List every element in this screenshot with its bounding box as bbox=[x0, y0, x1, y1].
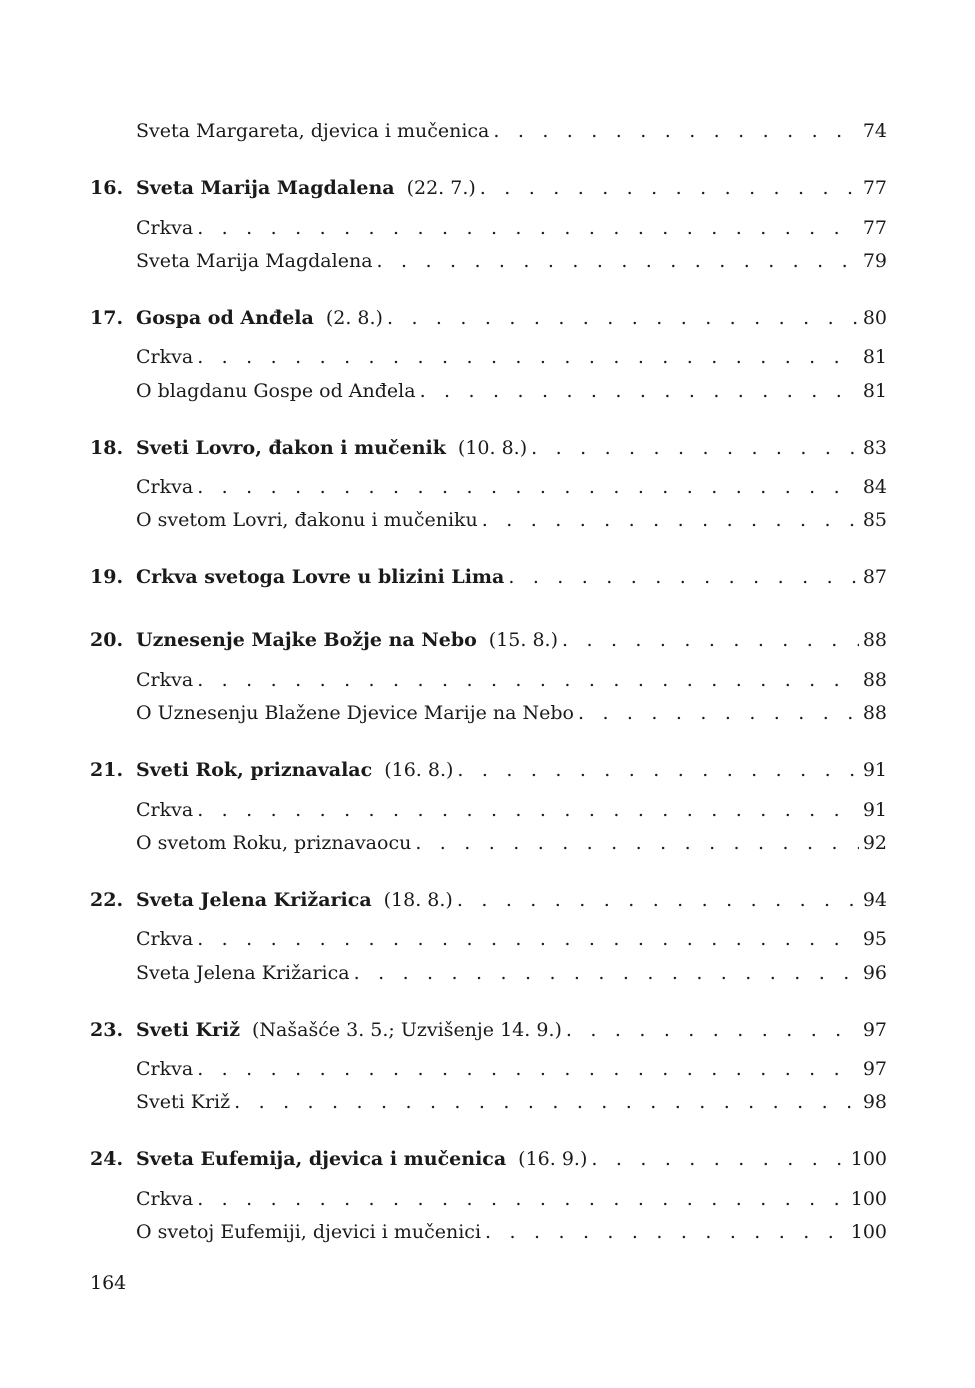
entry-title: Crkva bbox=[136, 1184, 197, 1214]
dot-leader bbox=[197, 665, 859, 695]
page-number: 91 bbox=[859, 795, 887, 825]
dot-leader bbox=[415, 828, 858, 858]
toc-entry[interactable] bbox=[90, 958, 887, 988]
toc-entry[interactable] bbox=[90, 472, 887, 502]
toc-entry[interactable] bbox=[90, 924, 887, 954]
dot-leader bbox=[197, 795, 859, 825]
chapter-title: Gospa od Anđela bbox=[136, 307, 314, 329]
dot-leader bbox=[562, 625, 859, 655]
toc-chapter[interactable] bbox=[90, 885, 887, 915]
entry-title: Crkva bbox=[136, 924, 197, 954]
feast-date: (16. 8.) bbox=[384, 759, 454, 781]
page-number: 100 bbox=[847, 1184, 887, 1214]
dot-leader bbox=[420, 376, 859, 406]
dot-leader bbox=[354, 958, 859, 988]
dot-leader bbox=[482, 505, 859, 535]
entry-title: Crkva bbox=[136, 1054, 197, 1084]
entry-title: Sveta Marija Magdalena bbox=[136, 246, 377, 276]
entry-title: Crkva bbox=[136, 342, 197, 372]
toc-chapter[interactable] bbox=[90, 625, 887, 655]
toc-entry[interactable] bbox=[90, 505, 887, 535]
page-number: 100 bbox=[847, 1144, 887, 1174]
dot-leader bbox=[480, 173, 859, 203]
page-number: 91 bbox=[859, 755, 887, 785]
toc-entry[interactable] bbox=[90, 1054, 887, 1084]
page-number: 97 bbox=[859, 1054, 887, 1084]
toc-entry[interactable] bbox=[90, 246, 887, 276]
chapter-number: 20. bbox=[90, 629, 124, 651]
chapter-number: 18. bbox=[90, 437, 124, 459]
chapter-title: Sveta Jelena Križarica bbox=[136, 889, 372, 911]
toc-entry[interactable] bbox=[90, 698, 887, 728]
page-number: 87 bbox=[859, 562, 887, 592]
toc-chapter[interactable] bbox=[90, 755, 887, 785]
feast-date: (10. 8.) bbox=[457, 437, 528, 459]
chapter-number: 19. bbox=[90, 566, 124, 588]
page-number: 100 bbox=[847, 1217, 887, 1247]
toc-chapter[interactable] bbox=[90, 1144, 887, 1174]
feast-date: (Našašće 3. 5.; Uzvišenje 14. 9.) bbox=[252, 1019, 562, 1041]
toc-chapter[interactable] bbox=[90, 173, 887, 203]
page-number: 77 bbox=[859, 173, 887, 203]
chapter-title: Uznesenje Majke Božje na Nebo bbox=[136, 629, 477, 651]
chapter-title: Sveti Lovro, đakon i mučenik bbox=[136, 437, 446, 459]
toc-entry[interactable] bbox=[90, 342, 887, 372]
page-number: 74 bbox=[859, 116, 887, 146]
entry-title: O Uznesenju Blažene Djevice Marije na Nebo bbox=[136, 698, 578, 728]
feast-date: (15. 8.) bbox=[488, 629, 558, 651]
page-number: 98 bbox=[859, 1087, 887, 1117]
chapter-number: 17. bbox=[90, 307, 124, 329]
page-number: 94 bbox=[859, 885, 887, 915]
feast-date: (18. 8.) bbox=[383, 889, 453, 911]
dot-leader bbox=[197, 924, 859, 954]
dot-leader bbox=[387, 303, 859, 333]
page-number: 77 bbox=[859, 213, 887, 243]
dot-leader bbox=[566, 1015, 859, 1045]
page-number: 84 bbox=[859, 472, 887, 502]
entry-title: Sveti Križ bbox=[136, 1087, 234, 1117]
entry-title: O svetoj Eufemiji, djevici i mučenici bbox=[136, 1217, 485, 1247]
entry-title: Crkva bbox=[136, 472, 197, 502]
dot-leader bbox=[493, 116, 858, 146]
page-number: 97 bbox=[859, 1015, 887, 1045]
feast-date: (16. 9.) bbox=[518, 1148, 588, 1170]
entry-title: O svetom Roku, priznavaocu bbox=[136, 828, 415, 858]
entry-title: Crkva bbox=[136, 795, 197, 825]
dot-leader bbox=[197, 472, 859, 502]
page-number: 95 bbox=[859, 924, 887, 954]
dot-leader bbox=[197, 1184, 847, 1214]
entry-title: Crkva bbox=[136, 665, 197, 695]
page-number: 80 bbox=[859, 303, 887, 333]
feast-date: (2. 8.) bbox=[325, 307, 383, 329]
page-number: 88 bbox=[859, 665, 887, 695]
page-number: 96 bbox=[859, 958, 887, 988]
dot-leader bbox=[485, 1217, 847, 1247]
page-folio: 164 bbox=[90, 1272, 127, 1294]
dot-leader bbox=[234, 1087, 859, 1117]
toc-entry[interactable] bbox=[90, 665, 887, 695]
page-number: 88 bbox=[859, 625, 887, 655]
dot-leader bbox=[531, 433, 859, 463]
chapter-number: 16. bbox=[90, 177, 124, 199]
toc-entry[interactable] bbox=[90, 213, 887, 243]
feast-date: (22. 7.) bbox=[406, 177, 476, 199]
chapter-title: Sveti Križ bbox=[136, 1019, 240, 1041]
toc-entry[interactable] bbox=[90, 376, 887, 406]
dot-leader bbox=[457, 755, 858, 785]
entry-title: Crkva bbox=[136, 213, 197, 243]
dot-leader bbox=[377, 246, 859, 276]
dot-leader bbox=[197, 342, 859, 372]
entry-title: Sveta Jelena Križarica bbox=[136, 958, 354, 988]
entry-title: Sveta Margareta, djevica i mučenica bbox=[136, 116, 493, 146]
dot-leader bbox=[591, 1144, 846, 1174]
page-number: 92 bbox=[859, 828, 887, 858]
chapter-title: Sveta Marija Magdalena bbox=[136, 177, 395, 199]
toc-entry[interactable] bbox=[90, 1217, 887, 1247]
page-number: 88 bbox=[859, 698, 887, 728]
toc-entry[interactable] bbox=[90, 1184, 887, 1214]
toc-entry[interactable] bbox=[90, 116, 887, 146]
entry-title: O svetom Lovri, đakonu i mučeniku bbox=[136, 505, 482, 535]
dot-leader bbox=[578, 698, 859, 728]
chapter-number: 22. bbox=[90, 889, 124, 911]
dot-leader bbox=[508, 562, 858, 592]
page-number: 83 bbox=[859, 433, 887, 463]
dot-leader bbox=[457, 885, 859, 915]
chapter-number: 23. bbox=[90, 1019, 124, 1041]
page-number: 85 bbox=[859, 505, 887, 535]
chapter-title: Sveti Rok, priznavalac bbox=[136, 759, 373, 781]
toc-chapter[interactable] bbox=[90, 562, 887, 592]
dot-leader bbox=[197, 1054, 859, 1084]
toc-chapter[interactable] bbox=[90, 303, 887, 333]
page-number: 81 bbox=[859, 376, 887, 406]
toc-entry[interactable] bbox=[90, 795, 887, 825]
chapter-title: Sveta Eufemija, djevica i mučenica bbox=[136, 1148, 507, 1170]
chapter-number: 24. bbox=[90, 1148, 124, 1170]
page-number: 79 bbox=[859, 246, 887, 276]
toc-chapter[interactable] bbox=[90, 1015, 887, 1045]
toc-chapter[interactable] bbox=[90, 433, 887, 463]
chapter-title: Crkva svetoga Lovre u blizini Lima bbox=[136, 566, 505, 588]
chapter-number: 21. bbox=[90, 759, 124, 781]
toc-entry[interactable] bbox=[90, 1087, 887, 1117]
page-number: 81 bbox=[859, 342, 887, 372]
entry-title: O blagdanu Gospe od Anđela bbox=[136, 376, 420, 406]
dot-leader bbox=[197, 213, 859, 243]
toc-entry[interactable] bbox=[90, 828, 887, 858]
